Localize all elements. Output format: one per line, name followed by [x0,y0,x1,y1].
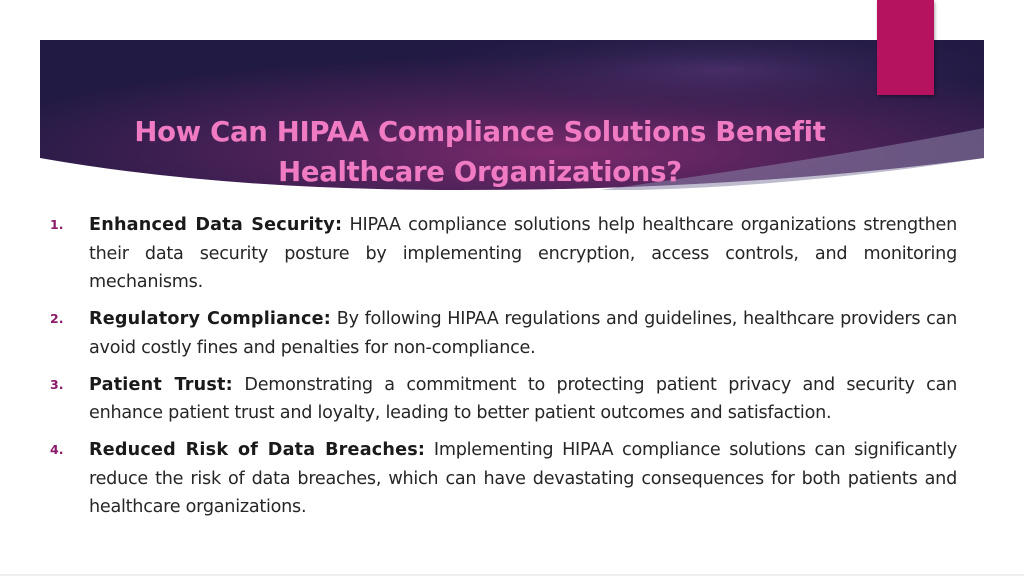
benefits-list [40,211,957,530]
list-item-heading: Enhanced Data Security: [89,215,343,235]
list-item-number: 2. [50,311,64,326]
list-item-text: By following HIPAA regulations and guidelines, healthcare providers can avoid costly fines and penalties for non-compliance. [89,309,958,358]
list-item-number: 4. [50,442,64,457]
list-item [40,305,957,362]
list-item-heading: Regulatory Compliance: [89,309,331,329]
list-item-heading: Patient Trust: [89,374,233,395]
list-item [40,211,957,297]
list-item-heading: Reduced Risk of Data Breaches: [89,440,426,460]
list-item-text: Demonstrating a commitment to protecting patient privacy and security can enhance patient trust and loyalty, leading to better patient outcomes and satisfaction. [89,374,957,423]
list-item-text: HIPAA compliance solutions help healthcare organizations strengthen their data security posture by implementing encryption, access controls, and monitoring mechanisms. [89,215,958,292]
accent-tab [877,0,934,95]
list-item [40,436,957,522]
list-item [40,371,957,428]
title-banner [40,40,984,192]
slide-title: How Can HIPAA Compliance Solutions Benefit Healthcare Organizations? [134,116,826,188]
list-item-number: 3. [50,376,64,392]
list-item-number: 1. [50,217,64,232]
list-item-text: Implementing HIPAA compliance solutions can significantly reduce the risk of data breaches, which can have devastating consequences for both patients and healthcare organizations. [89,440,958,517]
